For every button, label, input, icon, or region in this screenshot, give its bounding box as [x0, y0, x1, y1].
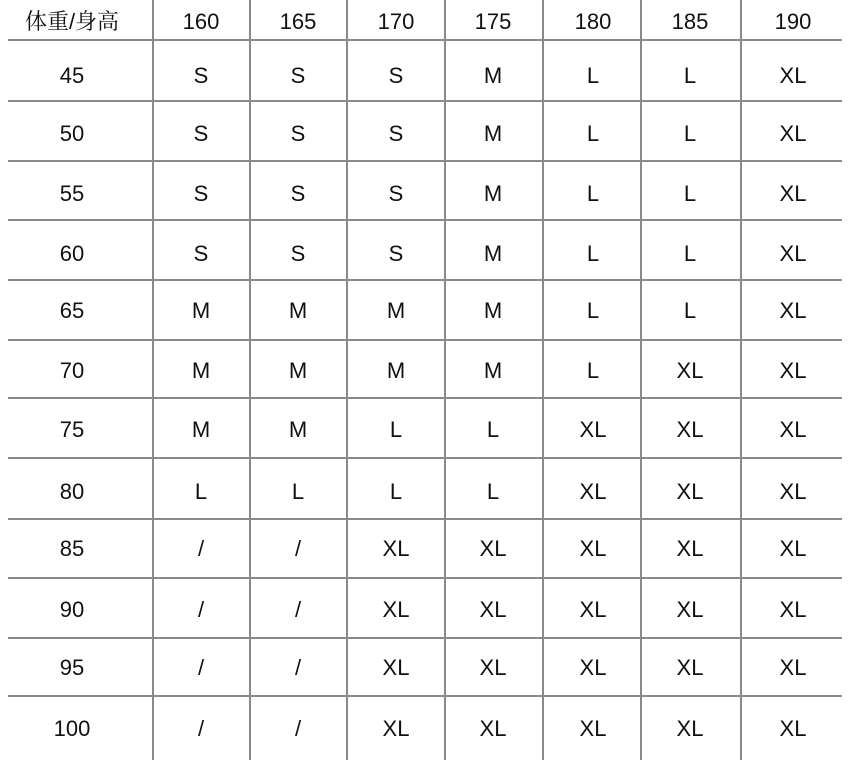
size-cell: XL — [779, 121, 807, 146]
size-cell: XL — [479, 597, 507, 622]
weight-cell: 80 — [59, 479, 85, 504]
size-cell: XL — [382, 597, 410, 622]
column-divider — [249, 0, 251, 760]
size-cell: L — [586, 121, 600, 146]
size-cell: S — [388, 121, 404, 146]
size-cell: S — [290, 63, 306, 88]
size-cell: L — [683, 63, 697, 88]
size-cell: M — [191, 417, 211, 442]
size-cell: M — [483, 241, 503, 266]
size-cell: S — [290, 181, 306, 206]
size-cell: XL — [579, 417, 607, 442]
size-cell: M — [288, 358, 308, 383]
size-cell: / — [294, 597, 302, 622]
size-cell: L — [586, 241, 600, 266]
size-cell: M — [288, 298, 308, 323]
size-cell: XL — [779, 298, 807, 323]
size-cell: XL — [779, 417, 807, 442]
size-cell: XL — [779, 358, 807, 383]
size-cell: L — [486, 417, 500, 442]
size-cell: M — [288, 417, 308, 442]
height-header: 170 — [377, 9, 415, 34]
size-cell: S — [388, 63, 404, 88]
size-cell: XL — [479, 536, 507, 561]
column-divider — [542, 0, 544, 760]
size-cell: / — [294, 536, 302, 561]
column-divider — [640, 0, 642, 760]
size-cell: / — [197, 597, 205, 622]
size-cell: XL — [676, 358, 704, 383]
size-cell: M — [483, 358, 503, 383]
height-header: 180 — [574, 9, 612, 34]
weight-cell: 70 — [59, 358, 85, 383]
row-divider — [8, 219, 842, 221]
size-cell: XL — [579, 597, 607, 622]
row-divider — [8, 577, 842, 579]
size-cell: XL — [579, 716, 607, 741]
size-cell: / — [197, 716, 205, 741]
size-cell: XL — [579, 479, 607, 504]
corner-header: 体重/身高 — [24, 9, 120, 34]
size-cell: XL — [779, 479, 807, 504]
weight-cell: 60 — [59, 241, 85, 266]
size-cell: XL — [676, 417, 704, 442]
size-cell: XL — [382, 536, 410, 561]
size-cell: XL — [779, 536, 807, 561]
row-divider — [8, 397, 842, 399]
weight-cell: 85 — [59, 536, 85, 561]
row-divider — [8, 279, 842, 281]
column-divider — [152, 0, 154, 760]
size-cell: L — [194, 479, 208, 504]
height-header: 190 — [774, 9, 812, 34]
size-cell: / — [294, 716, 302, 741]
size-cell: L — [683, 181, 697, 206]
size-cell: S — [193, 63, 209, 88]
size-cell: L — [389, 417, 403, 442]
row-divider — [8, 518, 842, 520]
row-divider — [8, 100, 842, 102]
row-divider — [8, 160, 842, 162]
size-cell: M — [191, 298, 211, 323]
size-cell: XL — [676, 479, 704, 504]
row-divider — [8, 457, 842, 459]
size-cell: L — [586, 358, 600, 383]
row-divider — [8, 637, 842, 639]
size-cell: M — [483, 181, 503, 206]
size-cell: XL — [382, 655, 410, 680]
size-cell: L — [586, 298, 600, 323]
weight-cell: 95 — [59, 655, 85, 680]
size-cell: M — [483, 298, 503, 323]
size-cell: S — [388, 241, 404, 266]
column-divider — [444, 0, 446, 760]
weight-cell: 50 — [59, 121, 85, 146]
row-divider — [8, 339, 842, 341]
weight-cell: 90 — [59, 597, 85, 622]
size-cell: L — [486, 479, 500, 504]
size-cell: L — [586, 181, 600, 206]
size-cell: L — [389, 479, 403, 504]
height-header: 185 — [671, 9, 709, 34]
size-cell: XL — [779, 63, 807, 88]
size-cell: / — [294, 655, 302, 680]
size-cell: S — [193, 181, 209, 206]
size-cell: S — [193, 241, 209, 266]
size-cell: XL — [779, 181, 807, 206]
row-divider — [8, 695, 842, 697]
size-cell: XL — [676, 655, 704, 680]
column-divider — [346, 0, 348, 760]
size-cell: M — [386, 298, 406, 323]
size-cell: L — [683, 241, 697, 266]
size-cell: XL — [779, 655, 807, 680]
height-header: 165 — [279, 9, 317, 34]
row-divider — [8, 39, 842, 41]
height-header: 160 — [182, 9, 220, 34]
size-cell: L — [683, 298, 697, 323]
size-cell: S — [388, 181, 404, 206]
size-cell: XL — [479, 655, 507, 680]
size-cell: / — [197, 655, 205, 680]
size-cell: L — [683, 121, 697, 146]
size-cell: S — [290, 241, 306, 266]
size-cell: XL — [779, 597, 807, 622]
size-cell: XL — [579, 655, 607, 680]
size-cell: S — [290, 121, 306, 146]
size-cell: M — [483, 63, 503, 88]
size-cell: M — [386, 358, 406, 383]
weight-cell: 75 — [59, 417, 85, 442]
size-cell: S — [193, 121, 209, 146]
size-cell: M — [483, 121, 503, 146]
size-cell: XL — [676, 597, 704, 622]
size-cell: XL — [579, 536, 607, 561]
size-cell: L — [291, 479, 305, 504]
weight-cell: 65 — [59, 298, 85, 323]
size-cell: XL — [382, 716, 410, 741]
size-cell: XL — [779, 241, 807, 266]
size-cell: / — [197, 536, 205, 561]
size-cell: XL — [676, 536, 704, 561]
size-cell: XL — [779, 716, 807, 741]
size-cell: M — [191, 358, 211, 383]
size-cell: XL — [676, 716, 704, 741]
weight-cell: 55 — [59, 181, 85, 206]
column-divider — [740, 0, 742, 760]
weight-cell: 100 — [53, 716, 91, 741]
size-cell: XL — [479, 716, 507, 741]
size-cell: L — [586, 63, 600, 88]
weight-cell: 45 — [59, 63, 85, 88]
height-header: 175 — [474, 9, 512, 34]
